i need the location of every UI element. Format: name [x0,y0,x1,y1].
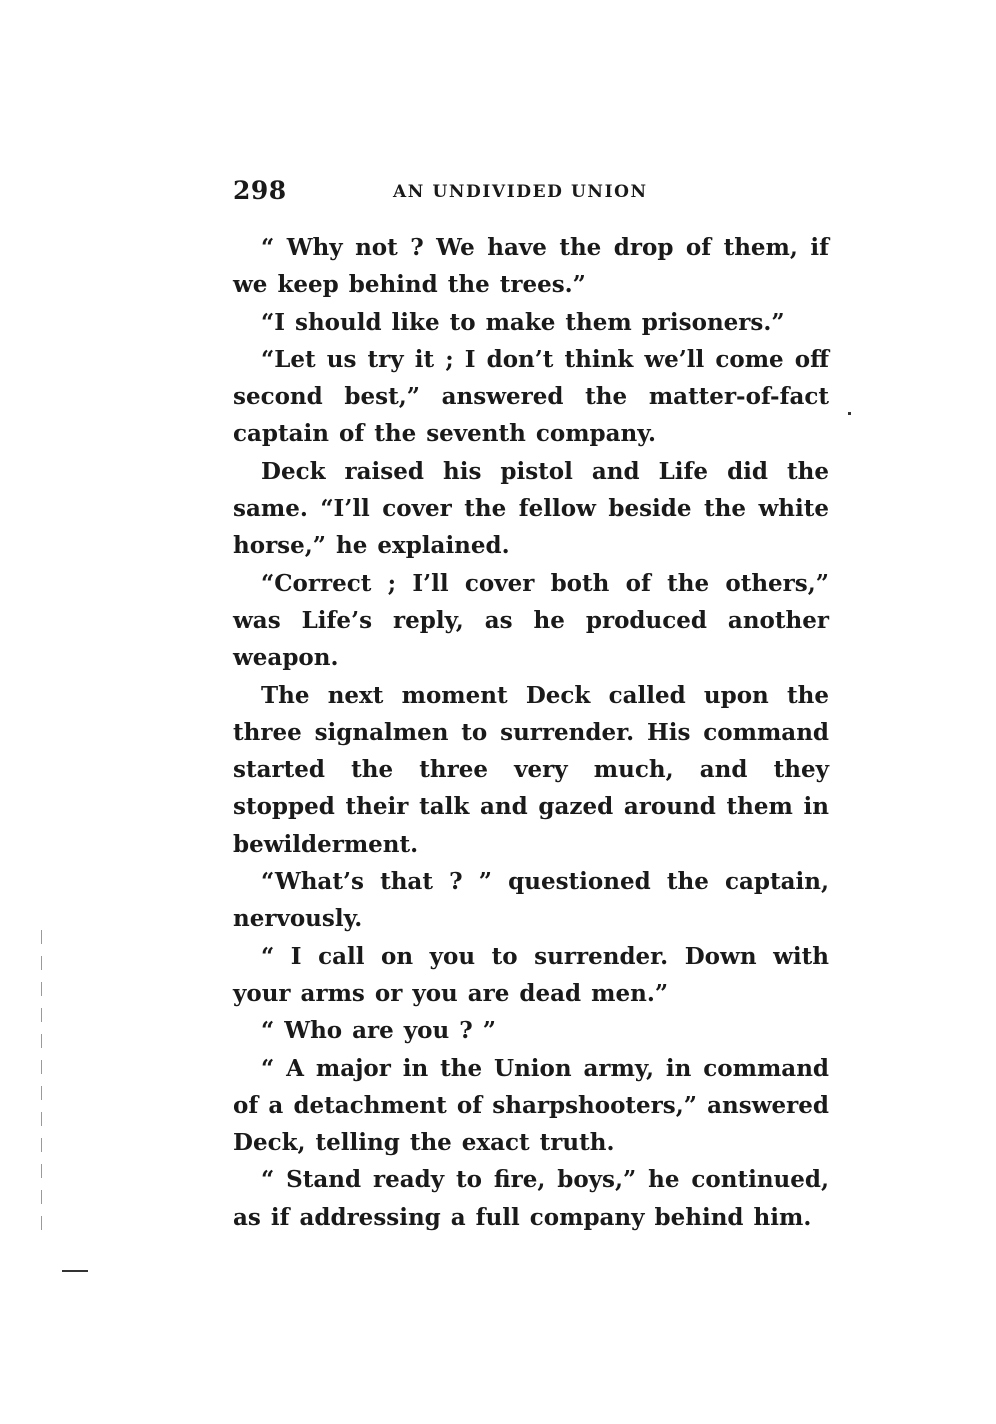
paragraph: Deck raised his pistol and Life did the same. “I’ll cover the fellow beside the white horse,” he explained. [233,457,829,560]
paragraph: “Correct ; I’ll cover both of the others,” was Life’s reply, as he produced another weapon. [233,569,829,672]
page-number: 298 [233,176,287,205]
paragraph: “ Stand ready to fire, boys,” he continued, as if addressing a full company behind him. [233,1166,829,1231]
page-header [233,176,833,208]
paragraph: “ Who are you ? ” [261,1017,496,1045]
paragraph: “ I call on you to surrender. Down with your arms or you are dead men.” [233,942,829,1007]
paragraph: “What’s that ? ” questioned the captain, nervously. [233,868,829,933]
paragraph: “ Why not ? We have the drop of them, if we keep behind the trees.” [233,234,829,299]
paragraph: The next moment Deck called upon the three signalmen to surrender. His command started the three very much, and they stopped their talk and gazed around them in bewilderment. [233,681,829,858]
paragraph: “ A major in the Union army, in command of a detachment of sharpshooters,” answered Deck, telling the exact truth. [233,1054,829,1157]
running-title: AN UNDIVIDED UNION [393,182,648,202]
scan-margin-dash [62,1270,88,1272]
body-text [233,229,829,1236]
paragraph: “I should like to make them prisoners.” [261,308,785,336]
scan-speck [848,412,851,415]
paragraph: “Let us try it ; I don’t think we’ll come off second best,” answered the matter-of-fact captain of the seventh company. [233,345,829,448]
scan-margin-line [41,930,42,1240]
